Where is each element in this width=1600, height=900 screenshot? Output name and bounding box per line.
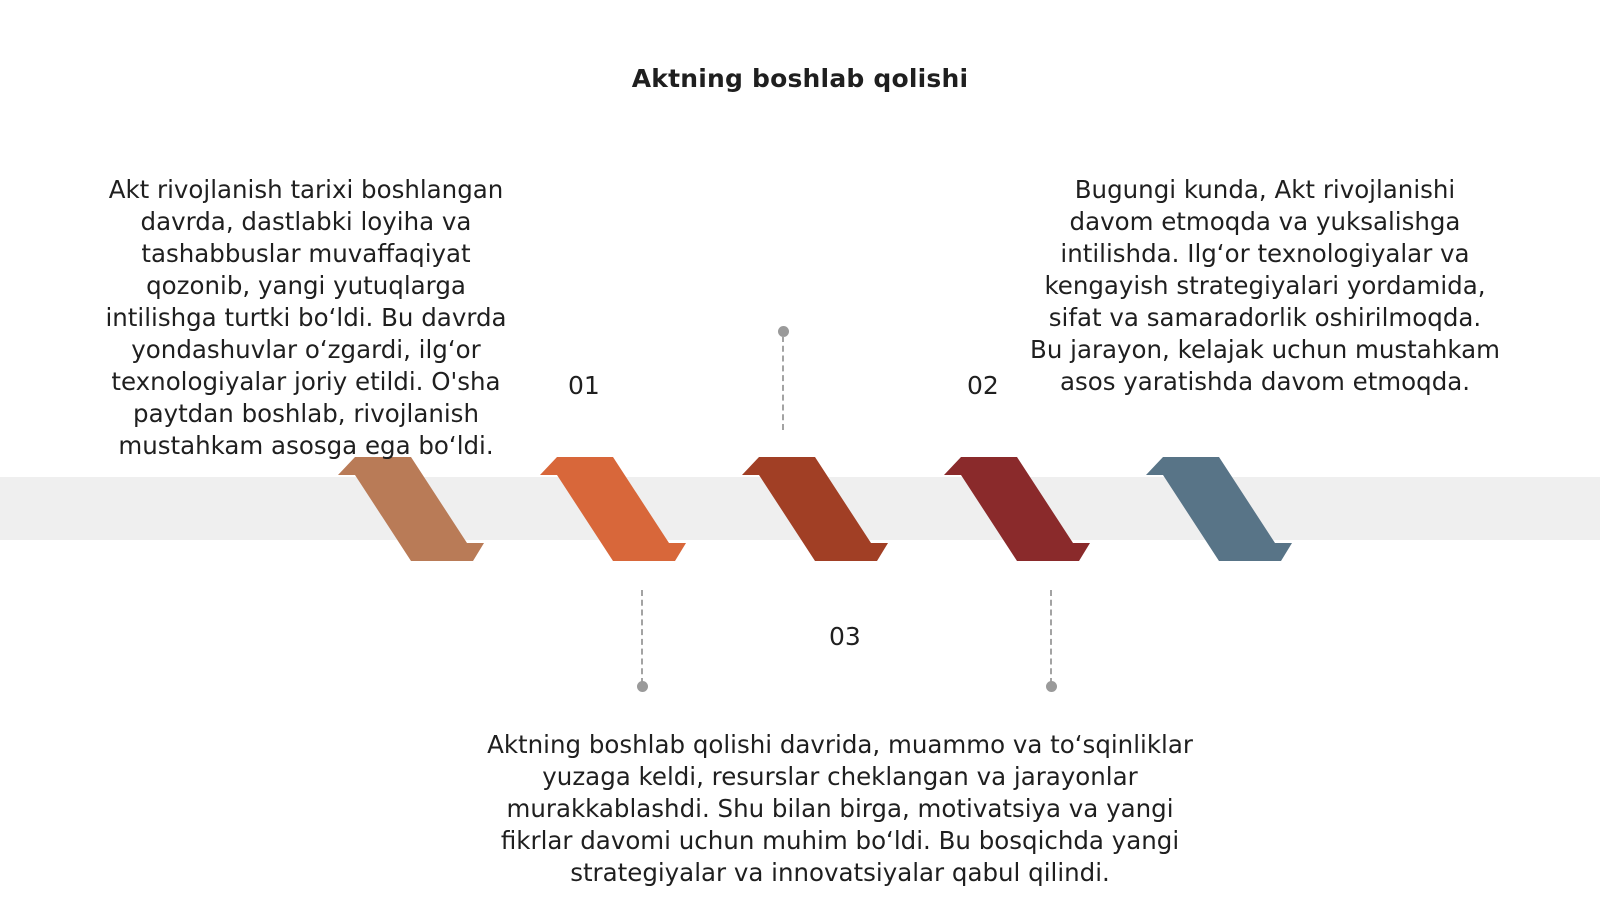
leader-dot-bottom-right — [1046, 681, 1057, 692]
chevron-shape-1 — [338, 457, 484, 561]
chevron-shape-2 — [540, 457, 686, 561]
step-text-03: Aktning boshlab qolishi davrida, muammo va to‘sqinliklar yuzaga keldi, resurslar cheklangan va jarayonlar murakkablashdi. Shu bilan birga, motivatsiya va yangi fikrlar davomi uchun muhim bo‘ldi. Bu bosqichda yangi strategiyalar va innovatsiyalar qabul qilindi. — [487, 730, 1193, 887]
leader-line-top — [782, 336, 784, 430]
step-number-02: 02 — [967, 371, 999, 400]
step-number-01: 01 — [568, 371, 600, 400]
step-text-02: Bugungi kunda, Akt rivojlanishi davom etmoqda va yuksalishga intilishda. Ilg‘or texnologiyalar va kengayish strategiyalari yordamida, sifat va samaradorlik oshirilmoqda. Bu jarayon, kelajak uchun mustahkam asos yaratishda davom etmoqda. — [1030, 175, 1500, 396]
step-text-01: Akt rivojlanish tarixi boshlangan davrda, dastlabki loyiha va tashabbuslar muvaffaqiyat qozonib, yangi yutuqlarga intilishga turtki bo‘ldi. Bu davrda yondashuvlar o‘zgardi, ilg‘or texnologiyalar joriy etildi. O'sha paytdan boshlab, rivojlanish mustahkam asosga ega bo‘ldi. — [105, 175, 507, 460]
step-number-03: 03 — [829, 622, 861, 651]
chevron-shape-4 — [944, 457, 1090, 561]
slide-title: Aktning boshlab qolishi — [631, 64, 969, 93]
leader-line-bottom-left — [641, 590, 643, 684]
leader-line-bottom-right — [1050, 590, 1052, 684]
chevron-shape-3 — [742, 457, 888, 561]
leader-dot-bottom-left — [637, 681, 648, 692]
chevron-shape-5 — [1146, 457, 1292, 561]
